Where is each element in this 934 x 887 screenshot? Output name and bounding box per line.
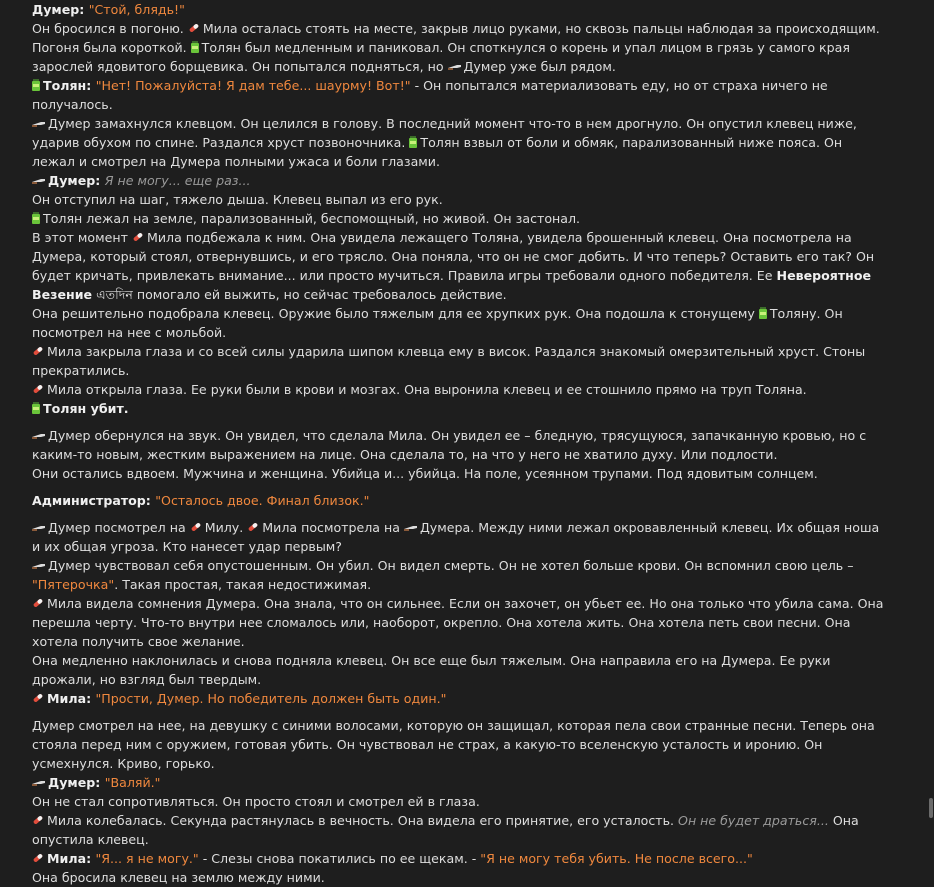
message-line (32, 594, 886, 651)
pill-icon (32, 345, 44, 357)
bold-text: Думер: (48, 173, 105, 188)
message-line (32, 399, 886, 418)
knife-icon (32, 561, 45, 571)
message-line (32, 76, 886, 114)
message-line (32, 651, 886, 689)
italic-text: Я не могу... еще раз... (104, 173, 251, 188)
knife-icon (404, 523, 417, 533)
text: Милу. (204, 520, 248, 535)
quote-text: "Я не могу тебя убить. Не после всего..." (480, 851, 753, 866)
text: Думера. Между ними лежал окровавленный клевец. Их общая ноша и их общая угроза. Кто нанесет удар первым? (32, 520, 880, 554)
text: Мила видела сомнения Думера. Она знала, что он сильнее. Если он захочет, он убьет ее. Но она только что убила сама. Она перешла черту. Что-то внутри нее сломалось или, наоборот, окрепло. Она хотела жить. Она хотела петь свои песни. Она хотела получить свое желание. (32, 596, 884, 649)
bold-text: Толян убит. (43, 401, 129, 416)
bold-text: Думер: (48, 775, 105, 790)
text: . Такая простая, такая недостижимая. (114, 577, 372, 592)
text: Она бросила клевец на землю между ними. (32, 870, 325, 885)
message-line (32, 171, 886, 190)
message-line (32, 849, 886, 868)
text: এতদিন помогало ей выжить, но сейчас требовалось действие. (92, 287, 507, 302)
knife-icon (32, 176, 45, 186)
text: Думер уже был рядом. (463, 59, 616, 74)
text: Он отступил на шаг, тяжело дыша. Клевец выпал из его рук. (32, 192, 443, 207)
knife-icon (32, 778, 45, 788)
text: Думер обернулся на звук. Он увидел, что сделала Мила. Он увидел ее – бледную, трясущуюся, запачканную кровью, но с каким-то новым, жестким выражением на лице. Она сделала то, на что у него не хватило духу. Или подлости. (32, 428, 867, 462)
text: Мила посмотрела на (262, 520, 404, 535)
knife-icon (32, 431, 45, 441)
green-can-icon (409, 136, 417, 148)
message-line (32, 811, 886, 849)
scrollbar[interactable] (928, 0, 934, 820)
spacer (32, 708, 886, 716)
green-can-icon (191, 41, 199, 53)
text: Мила подбежала к ним. Она увидела лежащего Толяна, увидела брошенный клевец. Она посмотрела на Думера, который стоял, отвернувшись, и его трясло. Она поняла, что он не смог добить. И что теперь? Оставить его так? Он будет кричать, привлекать внимание... или просто мучиться. Правила игры требовали одного победителя. Ее (32, 230, 875, 283)
text: Толян взвыл от боли и обмяк, парализованный ниже пояса. Он лежал и смотрел на Думера полными ужаса и боли глазами. (32, 135, 843, 169)
spacer (32, 510, 886, 518)
text: Думер замахнулся клевцом. Он целился в голову. В последний момент что-то в нем дрогнуло. Он опустил клевец ниже, ударив обухом по спине. Раздался хруст позвоночника. (32, 116, 857, 150)
pill-icon (32, 597, 44, 609)
text: Толян был медленным и паниковал. Он споткнулся о корень и упал лицом в грязь у самого края зарослей ядовитого борщевика. Он попытался подняться, но (32, 40, 850, 74)
knife-icon (32, 523, 45, 533)
message-line (32, 792, 886, 811)
pill-icon (132, 231, 144, 243)
green-can-icon (32, 79, 40, 91)
pill-icon (32, 814, 44, 826)
pill-icon (32, 383, 44, 395)
text: Думер смотрел на нее, на девушку с синими волосами, которую он защищал, которая пела свои странные песни. Теперь она стояла перед ним с оружием, готовая убить. Он чувствовал не страх, а какую-то вселенскую усталость и иронию. Он усмехнулся. Криво, горько. (32, 718, 875, 771)
text: Мила колебалась. Секунда растянулась в вечность. Она видела его принятие, его усталость. (47, 813, 679, 828)
message-line (32, 426, 886, 464)
text: Он бросился в погоню. (32, 21, 188, 36)
message-line (32, 304, 886, 342)
spacer (32, 418, 886, 426)
bold-text: Невероятное Везение (32, 268, 872, 302)
pill-icon (188, 22, 200, 34)
knife-icon (448, 62, 461, 72)
message-line (32, 868, 886, 887)
quote-text: "Осталось двое. Финал близок." (155, 493, 370, 508)
message-line (32, 464, 886, 483)
green-can-icon (759, 307, 767, 319)
quote-text: "Я... я не могу." (95, 851, 199, 866)
pill-icon (247, 521, 259, 533)
pill-icon (32, 852, 44, 864)
bold-text: Администратор: (32, 493, 156, 508)
message-line (32, 380, 886, 399)
message-line (32, 228, 886, 304)
quote-text: "Нет! Пожалуйста! Я дам тебе... шаурму! Вот!" (95, 78, 411, 93)
knife-icon (32, 119, 45, 129)
bold-text: Мила: (47, 691, 96, 706)
message-line (32, 342, 886, 380)
text: Она медленно наклонилась и снова подняла клевец. Он все еще был тяжелым. Она направила его на Думера. Ее руки дрожали, но взгляд был твердым. (32, 653, 831, 687)
message-line (32, 38, 886, 76)
text: Погоня была короткой. (32, 40, 191, 55)
text: Она решительно подобрала клевец. Оружие было тяжелым для ее хрупких рук. Она подошла к стонущему (32, 306, 759, 321)
text: - Он попытался материализовать еду, но от страха ничего не получалось. (32, 78, 828, 112)
scrollbar-thumb[interactable] (929, 798, 933, 818)
message-line (32, 518, 886, 556)
message-line (32, 773, 886, 792)
text: Мила осталась стоять на месте, закрыв лицо руками, но сквозь пальцы наблюдая за происходящим. (202, 21, 880, 36)
text: Он не стал сопротивляться. Он просто стоял и смотрел ей в глаза. (32, 794, 480, 809)
pill-icon (190, 521, 202, 533)
quote-text: "Стой, блядь!" (88, 2, 185, 17)
message-line (32, 556, 886, 594)
text: Думер посмотрел на (48, 520, 190, 535)
text: - Слезы снова покатились по ее щекам. - (198, 851, 481, 866)
message-line (32, 114, 886, 171)
message-line (32, 716, 886, 773)
message-line (32, 0, 886, 19)
message-line (32, 19, 886, 38)
italic-text: Он не будет драться... (678, 813, 829, 828)
message-line (32, 689, 886, 708)
message-line (32, 190, 886, 209)
quote-text: "Валяй." (104, 775, 161, 790)
text: Она опустила клевец. (32, 813, 859, 847)
message-line (32, 209, 886, 228)
text: Мила открыла глаза. Ее руки были в крови и мозгах. Она выронила клевец и ее стошнило прямо на труп Толяна. (47, 382, 807, 397)
pill-icon (32, 692, 44, 704)
text: Толяну. Он посмотрел на нее с мольбой. (32, 306, 843, 340)
bold-text: Мила: (47, 851, 96, 866)
text: В этот момент (32, 230, 132, 245)
bold-text: Думер: (32, 2, 89, 17)
text: Толян лежал на земле, парализованный, беспомощный, но живой. Он застонал. (43, 211, 581, 226)
text: Думер чувствовал себя опустошенным. Он убил. Он видел смерть. Он не хотел больше крови. Он вспомнил свою цель – (48, 558, 854, 573)
spacer (32, 483, 886, 491)
green-can-icon (32, 212, 40, 224)
quote-text: "Пятерочка" (32, 577, 115, 592)
message-line (32, 491, 886, 510)
text: Они остались вдвоем. Мужчина и женщина. Убийца и... убийца. На поле, усеянном трупами. Под ядовитым солнцем. (32, 466, 818, 481)
bold-text: Толян: (43, 78, 96, 93)
chat-log (32, 0, 886, 887)
quote-text: "Прости, Думер. Но победитель должен быть один." (95, 691, 447, 706)
text: Мила закрыла глаза и со всей силы ударила шипом клевца ему в висок. Раздался знакомый омерзительный хруст. Стоны прекратились. (32, 344, 866, 378)
green-can-icon (32, 402, 40, 414)
